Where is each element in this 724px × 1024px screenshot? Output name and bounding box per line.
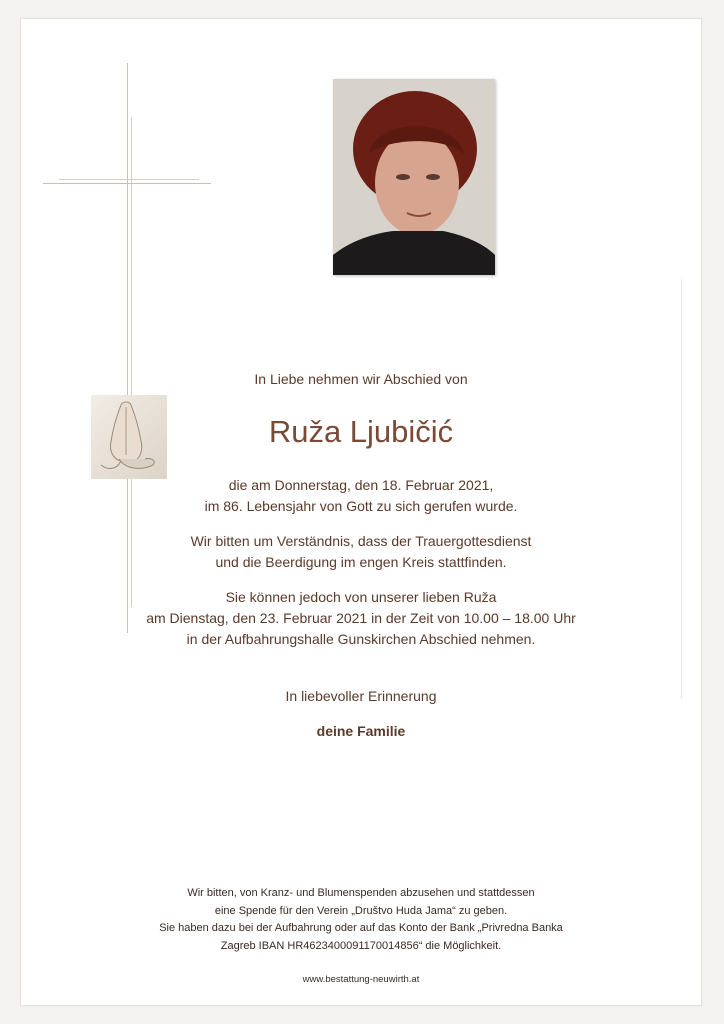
death-info: die am Donnerstag, den 18. Februar 2021, im 86. Lebensjahr von Gott zu sich gerufen wurde.: [204, 477, 518, 514]
obituary-card: [20, 18, 702, 1006]
portrait-photo: [333, 79, 495, 275]
family-signature: deine Familie: [316, 723, 406, 739]
service-info: Wir bitten um Verständnis, dass der Trauergottesdienst und die Beerdigung im engen Kreis stattfinden.: [190, 533, 532, 570]
farewell-info: Sie können jedoch von unserer lieben Ruža am Dienstag, den 23. Februar 2021 in der Zeit von 10.00 – 18.00 Uhr in der Aufbahrungshalle Gunskirchen Abschied nehmen.: [146, 589, 576, 647]
website-link[interactable]: www.bestattung-neuwirth.at: [302, 974, 420, 985]
memory-text: In liebevoller Erinnerung: [285, 688, 437, 704]
donation-note: Wir bitten, von Kranz- und Blumenspenden abzusehen und stattdessen eine Spende für den Verein „Društvo Huda Jama“ zu geben. Sie haben dazu bei der Aufbahrung oder auf das Konto der Bank „Privredna Banka Zagreb IBAN HR4623400091170014856“ die Möglichkeit.: [159, 887, 563, 952]
deceased-name: Ruža Ljubičić: [268, 414, 454, 449]
intro-text: In Liebe nehmen wir Abschied von: [254, 371, 468, 387]
